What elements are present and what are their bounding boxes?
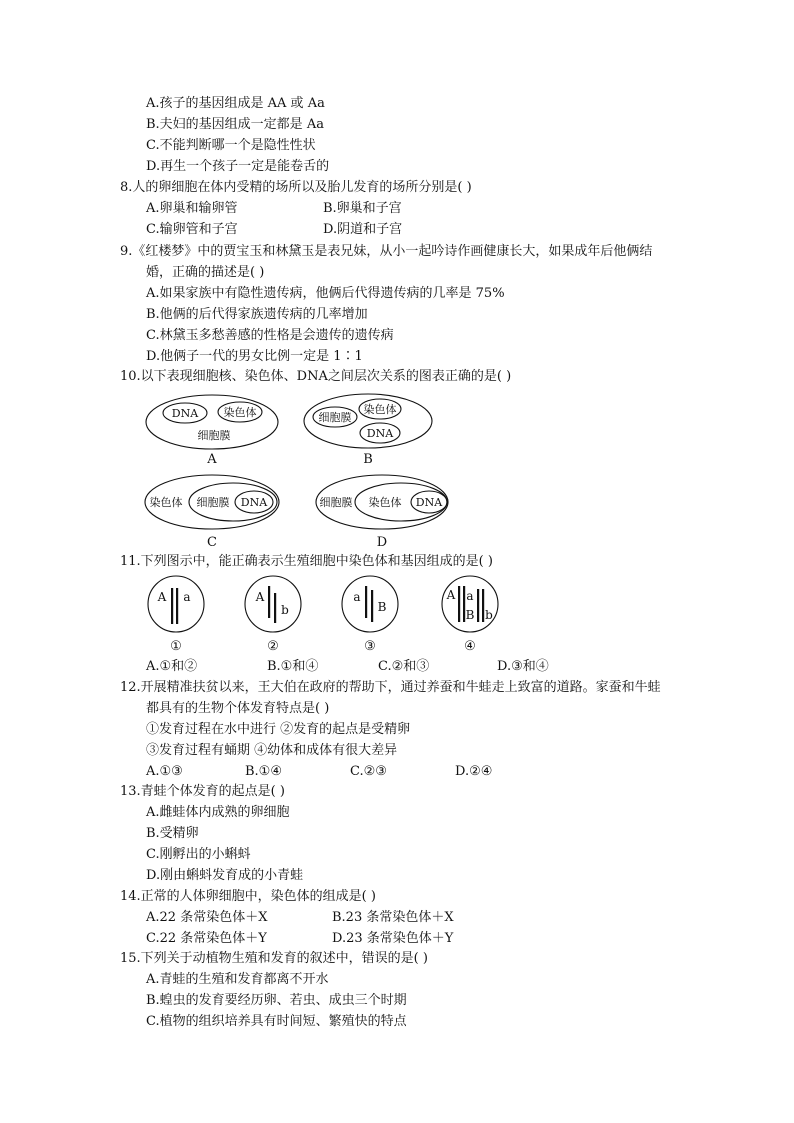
q12-option-c: C.②③ bbox=[350, 764, 387, 779]
q11-cell2-gene-left: A bbox=[255, 590, 265, 604]
q7-option-c: C.不能判断哪一个是隐性性状 bbox=[146, 138, 316, 153]
q14-stem: 14.正常的人体卵细胞中，染色体的组成是( ) bbox=[120, 889, 376, 904]
q14-option-b: B.23 条常染色体＋X bbox=[332, 910, 454, 925]
q9-stem-line2: 婚，正确的描述是( ) bbox=[146, 265, 265, 280]
q9-option-b: B.他俩的后代得家族遗传病的几率增加 bbox=[146, 307, 368, 322]
q12-option-b: B.①④ bbox=[245, 764, 282, 779]
q10-label-c: C bbox=[207, 535, 217, 550]
q10-b-membrane-label: 细胞膜 bbox=[318, 411, 352, 424]
q15-option-c: C.植物的组织培养具有时间短、繁殖快的特点 bbox=[146, 1014, 407, 1029]
q10-label-a: A bbox=[207, 452, 217, 467]
q10-b-chromosome-label: 染色体 bbox=[363, 403, 397, 416]
q8-option-a: A.卵巢和输卵管 bbox=[146, 201, 238, 216]
q11-cell3-chromosome-b bbox=[371, 590, 373, 622]
q11-cell4-gene-1: A bbox=[446, 588, 456, 602]
q13-option-d: D.刚由蝌蚪发育成的小青蛙 bbox=[146, 868, 304, 883]
q10-c-dna-label: DNA bbox=[240, 496, 268, 509]
q11-option-d: D.③和④ bbox=[497, 659, 549, 674]
q13-stem: 13.青蛙个体发育的起点是( ) bbox=[120, 784, 285, 799]
q11-cell4-gene-2: a bbox=[466, 589, 474, 603]
q11-cell2-gene-right: b bbox=[281, 603, 289, 617]
q11-cell1-chromosome-left bbox=[171, 588, 173, 624]
q7-option-d: D.再生一个孩子一定是能卷舌的 bbox=[146, 159, 330, 174]
q9-option-a: A.如果家族中有隐性遗传病，他俩后代得遗传病的几率是 75% bbox=[146, 286, 505, 301]
q8-option-d: D.阴道和子宫 bbox=[323, 222, 403, 237]
q12-option-d: D.②④ bbox=[455, 764, 493, 779]
q8-stem: 8.人的卵细胞在体内受精的场所以及胎儿发育的场所分别是( ) bbox=[120, 180, 472, 195]
q12-stem-line2: 都具有的生物个体发育特点是( ) bbox=[146, 701, 330, 716]
q11-cell4-gene-3: B bbox=[465, 608, 475, 622]
q12-stem-line1: 12.开展精准扶贫以来，王大伯在政府的帮助下，通过养蚕和牛蛙走上致富的道路。家蚕和牛蛙 bbox=[120, 680, 661, 695]
q11-num-1: ① bbox=[170, 639, 182, 654]
q7-option-a: A.孩子的基因组成是 AA 或 Aa bbox=[146, 96, 325, 111]
q8-option-c: C.输卵管和子宫 bbox=[146, 222, 238, 237]
q11-option-b: B.①和④ bbox=[267, 659, 319, 674]
q10-a-chromosome-label: 染色体 bbox=[223, 406, 257, 419]
q11-cell3-chromosome-a bbox=[365, 586, 367, 618]
q11-cell-4 bbox=[442, 576, 498, 632]
q10-stem: 10.以下表现细胞核、染色体、DNA之间层次关系的图表正确的是( ) bbox=[120, 369, 512, 384]
q15-stem: 15.下列关于动植物生殖和发育的叙述中，错误的是( ) bbox=[120, 951, 428, 966]
q10-c-chromosome-label: 染色体 bbox=[149, 496, 183, 509]
q10-d-chromosome-label: 染色体 bbox=[368, 496, 402, 509]
q11-option-c: C.②和③ bbox=[378, 659, 430, 674]
q7-option-b: B.夫妇的基因组成一定都是 Aa bbox=[146, 117, 324, 132]
q9-option-d: D.他俩子一代的男女比例一定是 1∶1 bbox=[146, 349, 363, 364]
q11-cell3-gene-right: B bbox=[377, 600, 387, 614]
q9-option-c: C.林黛玉多愁善感的性格是会遗传的遗传病 bbox=[146, 328, 394, 343]
q11-option-a: A.①和② bbox=[146, 659, 198, 674]
q11-num-2: ② bbox=[267, 639, 279, 654]
q10-label-b: B bbox=[363, 452, 373, 467]
q11-num-3: ③ bbox=[364, 639, 376, 654]
q13-option-a: A.雌蛙体内成熟的卵细胞 bbox=[146, 805, 290, 820]
q10-d-membrane-label: 细胞膜 bbox=[319, 496, 353, 509]
q11-cell4-gene-4: b bbox=[485, 608, 493, 622]
q11-cell1-gene-left: A bbox=[157, 590, 167, 604]
q11-cell4-chromosome-4 bbox=[482, 589, 484, 622]
q10-c-membrane-label: 细胞膜 bbox=[196, 496, 230, 509]
q15-option-b: B.蝗虫的发育要经历卵、若虫、成虫三个时期 bbox=[146, 993, 407, 1008]
q12-statements-2: ③发育过程有蛹期 ④幼体和成体有很大差异 bbox=[146, 743, 398, 758]
q11-cell4-chromosome-3 bbox=[477, 589, 479, 622]
q13-option-c: C.刚孵出的小蝌蚪 bbox=[146, 847, 251, 862]
q14-option-c: C.22 条常染色体＋Y bbox=[146, 931, 267, 946]
q10-b-dna-label: DNA bbox=[366, 427, 394, 440]
q11-cell-2 bbox=[245, 576, 301, 632]
q10-a-dna-label: DNA bbox=[171, 407, 199, 420]
q11-cell1-chromosome-right bbox=[176, 588, 178, 624]
q10-d-dna-label: DNA bbox=[415, 496, 443, 509]
q12-statements-1: ①发育过程在水中进行 ②发育的起点是受精卵 bbox=[146, 722, 411, 737]
q14-option-d: D.23 条常染色体＋Y bbox=[332, 931, 454, 946]
q11-stem: 11.下列图示中，能正确表示生殖细胞中染色体和基因组成的是( ) bbox=[120, 554, 493, 569]
q11-cell-3 bbox=[342, 576, 398, 632]
q11-num-4: ④ bbox=[464, 639, 476, 654]
q11-cell2-chromosome-a bbox=[268, 586, 270, 618]
q11-cell1-gene-right: a bbox=[183, 590, 191, 604]
q14-option-a: A.22 条常染色体＋X bbox=[146, 910, 268, 925]
q10-a-membrane-label: 细胞膜 bbox=[197, 429, 231, 442]
q11-cell4-chromosome-1 bbox=[458, 586, 460, 622]
q15-option-a: A.青蛙的生殖和发育都离不开水 bbox=[146, 972, 329, 987]
q10-label-d: D bbox=[376, 535, 388, 550]
q8-option-b: B.卵巢和子宫 bbox=[323, 201, 402, 216]
q12-option-a: A.①③ bbox=[146, 764, 183, 779]
q9-stem-line1: 9.《红楼梦》中的贾宝玉和林黛玉是表兄妹，从小一起吟诗作画健康长大，如果成年后他俩结 bbox=[120, 244, 653, 259]
q11-cell3-gene-left: a bbox=[353, 590, 361, 604]
q11-cell2-chromosome-b bbox=[274, 593, 276, 623]
q13-option-b: B.受精卵 bbox=[146, 826, 199, 841]
